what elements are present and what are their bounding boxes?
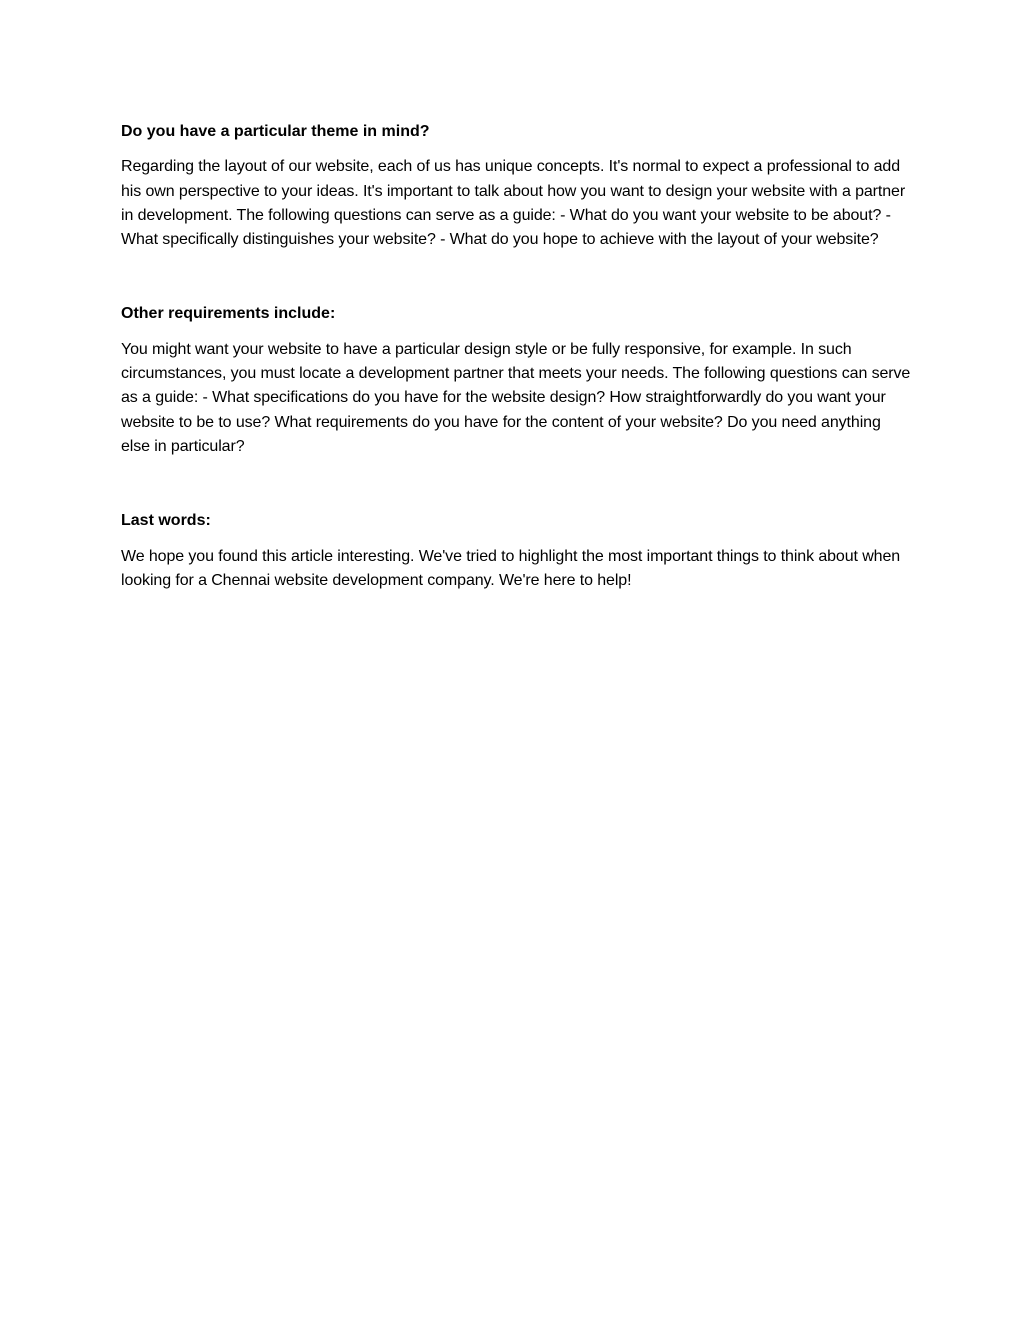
section-requirements	[121, 302, 911, 459]
section-paragraph: Regarding the layout of our website, each of us has unique concepts. It's normal to expect a professional to add his own perspective to your ideas. It's important to talk about how you want to design your website with a partner in development. The following questions can serve as a guide: - What do you want your website to be about? - What specifically distinguishes your website? - What do you hope to achieve with the layout of your website?	[121, 158, 906, 249]
section-paragraph: We hope you found this article interesting. We've tried to highlight the most important things to think about when looking for a Chennai website development company. We're here to help!	[121, 547, 901, 589]
document-page	[121, 120, 911, 593]
section-heading: Last words:	[121, 512, 211, 530]
section-heading: Other requirements include:	[121, 305, 336, 323]
section-last-words	[121, 509, 911, 593]
section-heading: Do you have a particular theme in mind?	[121, 123, 430, 140]
section-paragraph: You might want your website to have a particular design style or be fully responsive, for example. In such circumstances, you must locate a development partner that meets your needs. The following questions can serve as a guide: - What specifications do you have for the website design? How straightforwardly do you want your website to be to use? What requirements do you have for the content of your website? Do you need anything else in particular?	[121, 340, 911, 455]
section-theme	[121, 120, 911, 252]
